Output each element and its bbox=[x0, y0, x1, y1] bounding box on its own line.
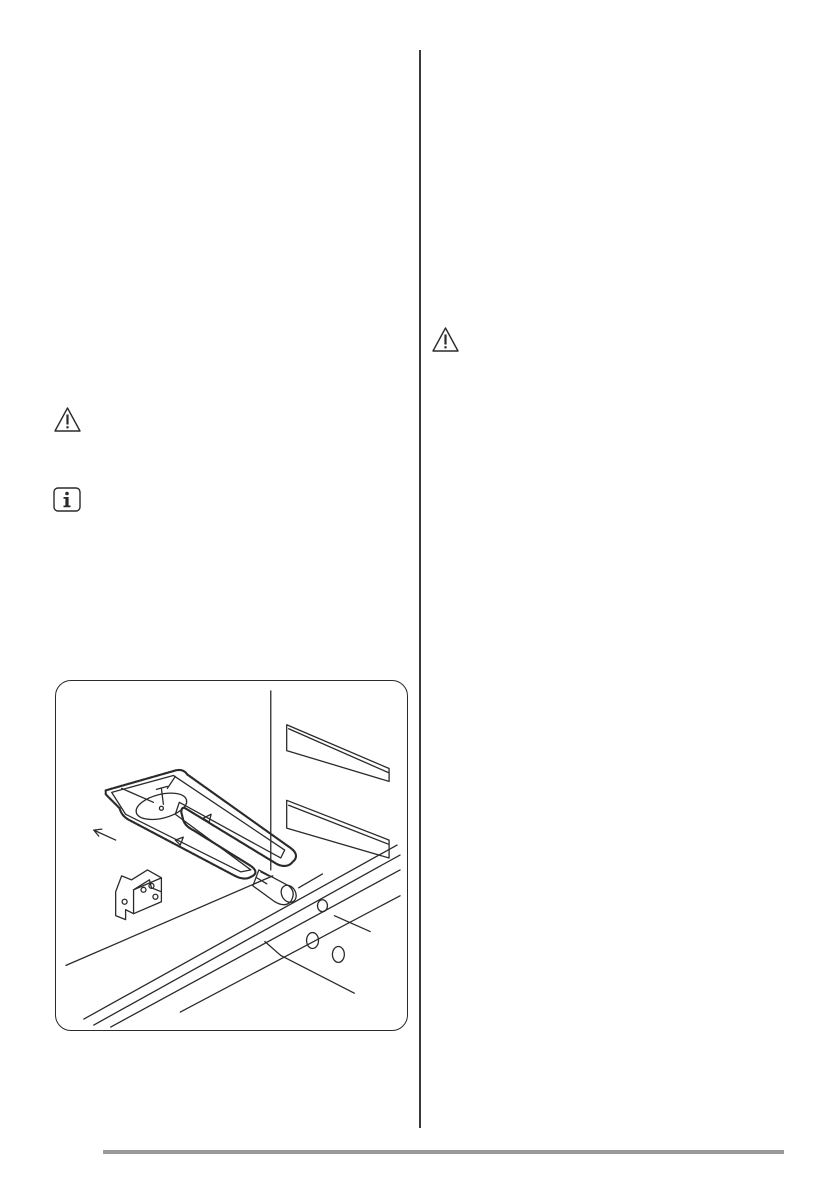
direction-arrow bbox=[94, 830, 116, 840]
floor-edge-line bbox=[66, 876, 273, 965]
leader-line bbox=[334, 916, 370, 932]
info-icon bbox=[53, 487, 81, 512]
footer-rule bbox=[103, 1150, 784, 1154]
screw-hole bbox=[332, 946, 344, 962]
connector bbox=[253, 870, 293, 905]
heating-element-illustration bbox=[56, 681, 407, 1030]
lower-slot bbox=[287, 800, 389, 858]
leader-line bbox=[122, 788, 154, 802]
warning-icon bbox=[53, 406, 82, 433]
upper-slot bbox=[287, 725, 389, 782]
figure-heating-element bbox=[55, 680, 408, 1031]
screw-hole-fixing bbox=[318, 900, 328, 912]
leader-line bbox=[299, 874, 323, 888]
leader-line bbox=[167, 776, 175, 788]
column-divider bbox=[419, 50, 421, 1128]
warning-icon bbox=[431, 326, 460, 353]
